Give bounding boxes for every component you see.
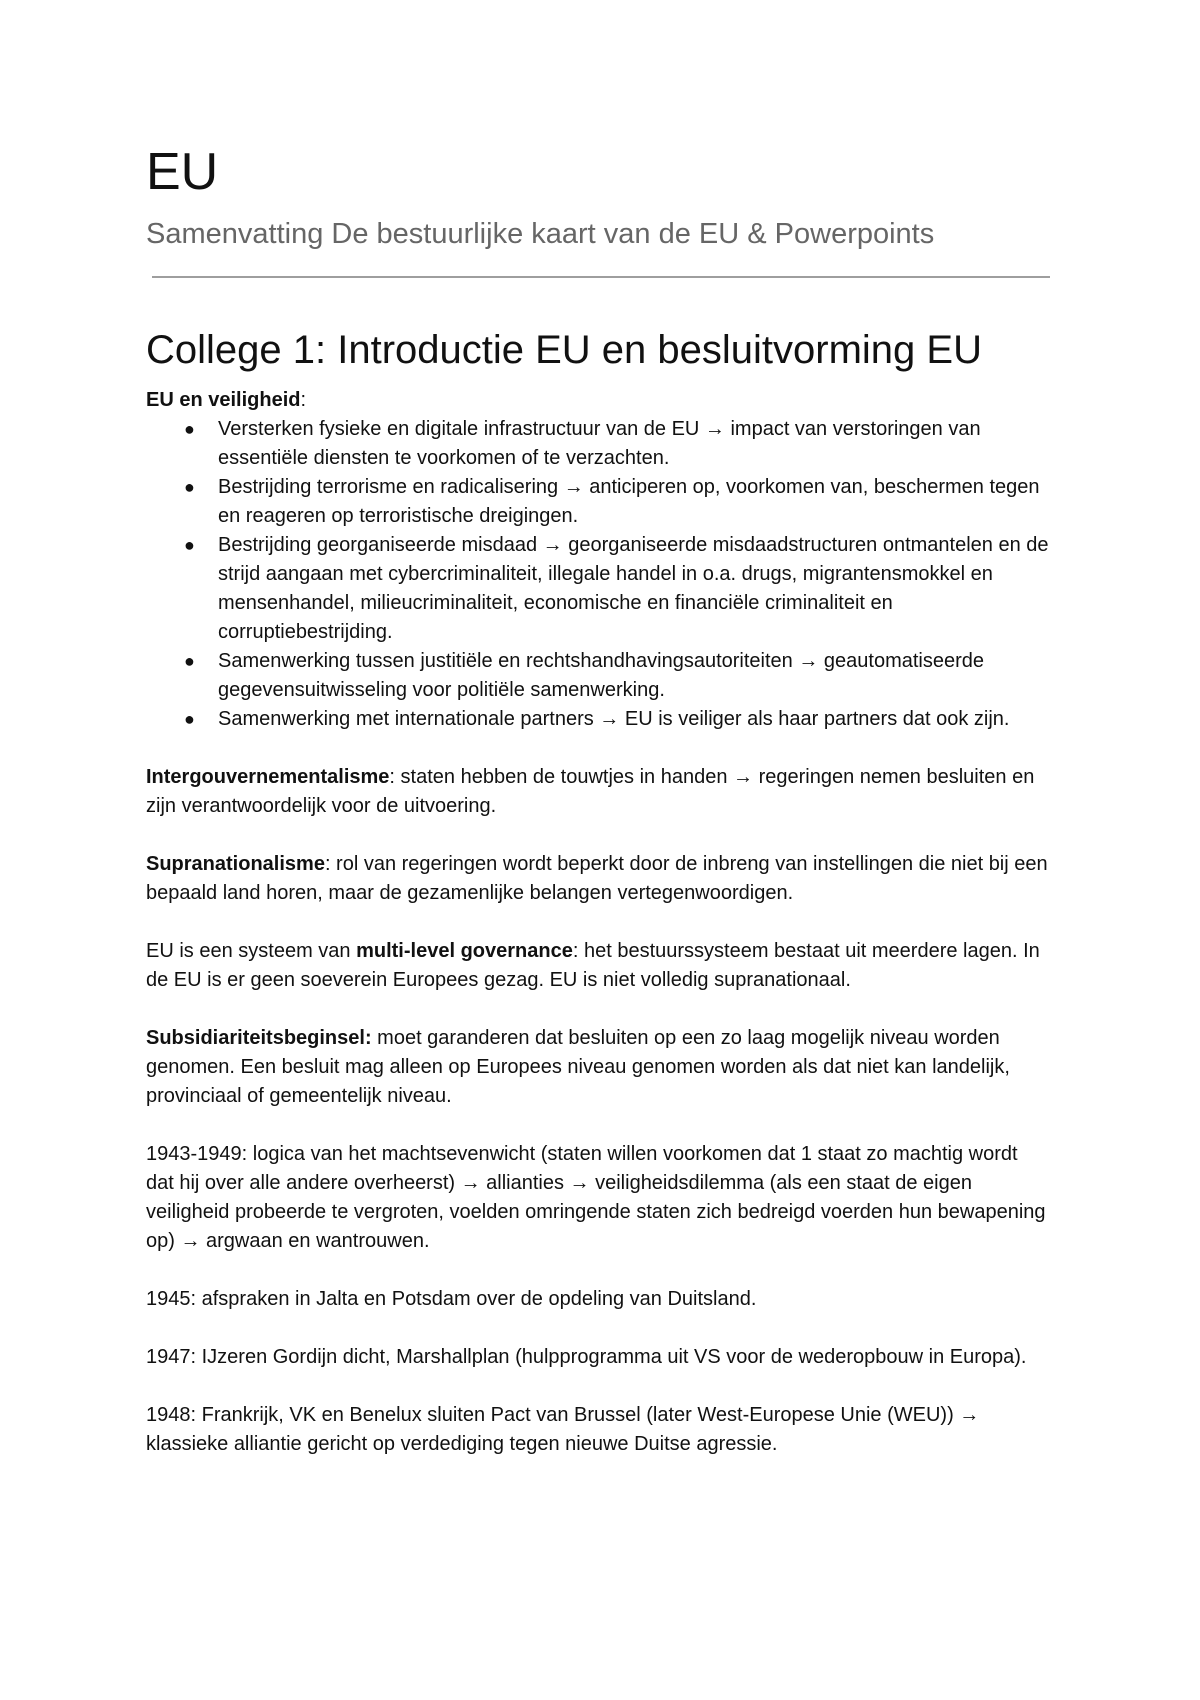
text-supranationalisme: : rol van regeringen wordt beperkt door de inbreng van instellingen die niet bij een bepaald land horen, maar de gezamenlijke belangen vertegenwoordigen. <box>146 853 1048 904</box>
text-mlg: : het bestuurssysteem bestaat uit meerdere lagen. In de EU is er geen soeverein Europees gezag. EU is niet volledig supranationaal. <box>146 940 1040 991</box>
section-heading: College 1: Introductie EU en besluitvorming EU <box>146 328 982 372</box>
list-item-text: Versterken fysieke en digitale infrastructuur van de EU → impact van verstoringen van essentiële diensten te voorkomen of te verzachten. <box>218 418 981 469</box>
list-item <box>146 415 1050 473</box>
paragraph-1947: 1947: IJzeren Gordijn dicht, Marshallplan (hulpprogramma uit VS voor de wederopbouw in Europa). <box>146 1346 1027 1368</box>
paragraph-supranationalisme <box>146 850 1050 908</box>
paragraph-1943-1949: 1943-1949: logica van het machtsevenwicht (staten willen voorkomen dat 1 staat zo machtig wordt dat hij over alle andere overheerst) → allianties → veiligheidsdilemma (als een staat de eigen veiligheid probeerde te vergroten, voelden omringende staten zich bedreigd voerden hun bewapening op) → argwaan en wantrouwen. <box>146 1143 1046 1252</box>
list-item-text: Bestrijding terrorisme en radicalisering → anticiperen op, voorkomen van, beschermen tegen en reageren op terroristische dreigingen. <box>218 476 1040 527</box>
paragraph-subsidiariteitsbeginsel <box>146 1024 1050 1111</box>
horizontal-divider <box>152 276 1050 278</box>
bullet-icon: ● <box>184 419 195 439</box>
document-subtitle: Samenvatting De bestuurlijke kaart van de EU & Powerpoints <box>146 218 935 250</box>
veiligheid-label-term: EU en veiligheid <box>146 389 301 411</box>
list-item <box>146 705 1050 734</box>
paragraph-1948: 1948: Frankrijk, VK en Benelux sluiten Pact van Brussel (later West-Europese Unie (WEU)) → klassieke alliantie gericht op verdediging tegen nieuwe Duitse agressie. <box>146 1404 980 1455</box>
list-item-text: Samenwerking tussen justitiële en rechtshandhavingsautoriteiten → geautomatiseerde gegevensuitwisseling voor politiële samenwerking. <box>218 650 985 701</box>
bullet-icon: ● <box>184 535 195 555</box>
list-item <box>146 647 1050 705</box>
bullet-icon: ● <box>184 651 195 671</box>
term-intergouvernementalisme: Intergouvernementalisme <box>146 766 390 788</box>
text-mlg-prefix: EU is een systeem van <box>146 940 357 962</box>
bullet-icon: ● <box>184 709 195 729</box>
veiligheid-list <box>146 415 1050 734</box>
veiligheid-label <box>146 386 1050 415</box>
term-multi-level-governance: multi-level governance <box>356 940 573 962</box>
list-item <box>146 531 1050 647</box>
bullet-icon: ● <box>184 477 195 497</box>
list-item <box>146 473 1050 531</box>
veiligheid-label-suffix: : <box>300 389 307 411</box>
document-title: EU <box>146 143 219 201</box>
paragraph-intergouvernementalisme <box>146 763 1050 821</box>
list-item-text: Bestrijding georganiseerde misdaad → georganiseerde misdaadstructuren ontmantelen en de strijd aangaan met cybercriminaliteit, illegale handel in o.a. drugs, migrantensmokkel en mensenhandel, milieucriminaliteit, economische en financiële criminaliteit en corruptiebestrijding. <box>218 534 1049 643</box>
document-body <box>146 140 1050 1459</box>
list-item-text: Samenwerking met internationale partners → EU is veiliger als haar partners dat ook zijn. <box>218 708 1010 730</box>
paragraph-multi-level-governance <box>146 937 1050 995</box>
term-supranationalisme: Supranationalisme <box>146 853 325 875</box>
term-subsidiariteitsbeginsel: Subsidiariteitsbeginsel: <box>146 1027 372 1049</box>
text-intergouvernementalisme: : staten hebben de touwtjes in handen → regeringen nemen besluiten en zijn verantwoordelijk voor de uitvoering. <box>146 766 1035 817</box>
text-subsidiariteitsbeginsel: moet garanderen dat besluiten op een zo laag mogelijk niveau worden genomen. Een besluit mag alleen op Europees niveau genomen worden als dat niet kan landelijk, provinciaal of gemeentelijk niveau. <box>146 1027 1010 1107</box>
paragraph-1945: 1945: afspraken in Jalta en Potsdam over de opdeling van Duitsland. <box>146 1288 757 1310</box>
